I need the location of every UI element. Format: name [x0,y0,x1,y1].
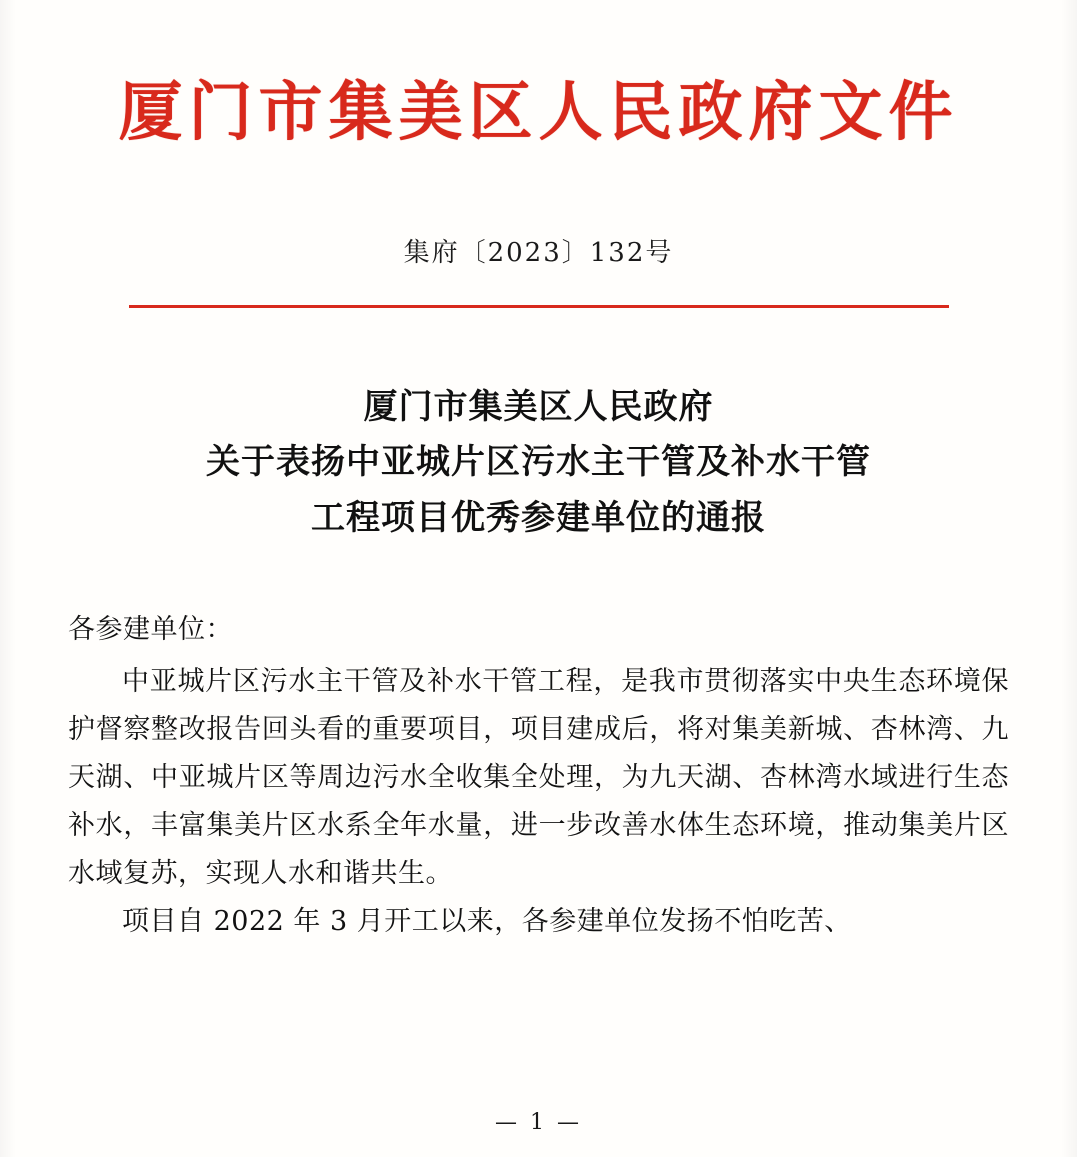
body-paragraph-2: 项目自 2022 年 3 月开工以来，各参建单位发扬不怕吃苦、 [122,905,852,937]
title-line-3: 工程项目优秀参建单位的通报 [311,497,766,538]
page-number: — 1 — [495,1110,582,1135]
masthead-title: 厦门市集美区人民政府文件 [118,75,959,150]
title-line-1: 厦门市集美区人民政府 [363,387,714,428]
red-separator-rule [129,305,949,308]
salutation: 各参建单位： [68,613,233,645]
paper-edge-shade-left [0,0,16,1157]
paper-edge-shade-right [1061,0,1077,1157]
document-body [68,606,1009,946]
body-paragraph-1: 中亚城片区污水主干管及补水干管工程，是我市贯彻落实中央生态环境保护督察整改报告回头看的重要项目，项目建成后，将对集美新城、杏林湾、九天湖、中亚城片区等周边污水全收集全处理，为九天湖、杏林湾水域进行生态补水，丰富集美片区水系全年水量，进一步改善水体生态环境，推动集美片区水域复苏，实现人水和谐共生。 [68,665,1009,889]
title-line-2: 关于表扬中亚城片区污水主干管及补水干管 [206,442,871,483]
masthead [0,75,1077,150]
document-title [0,380,1077,545]
document-number: 集府〔2023〕132号 [403,238,674,269]
